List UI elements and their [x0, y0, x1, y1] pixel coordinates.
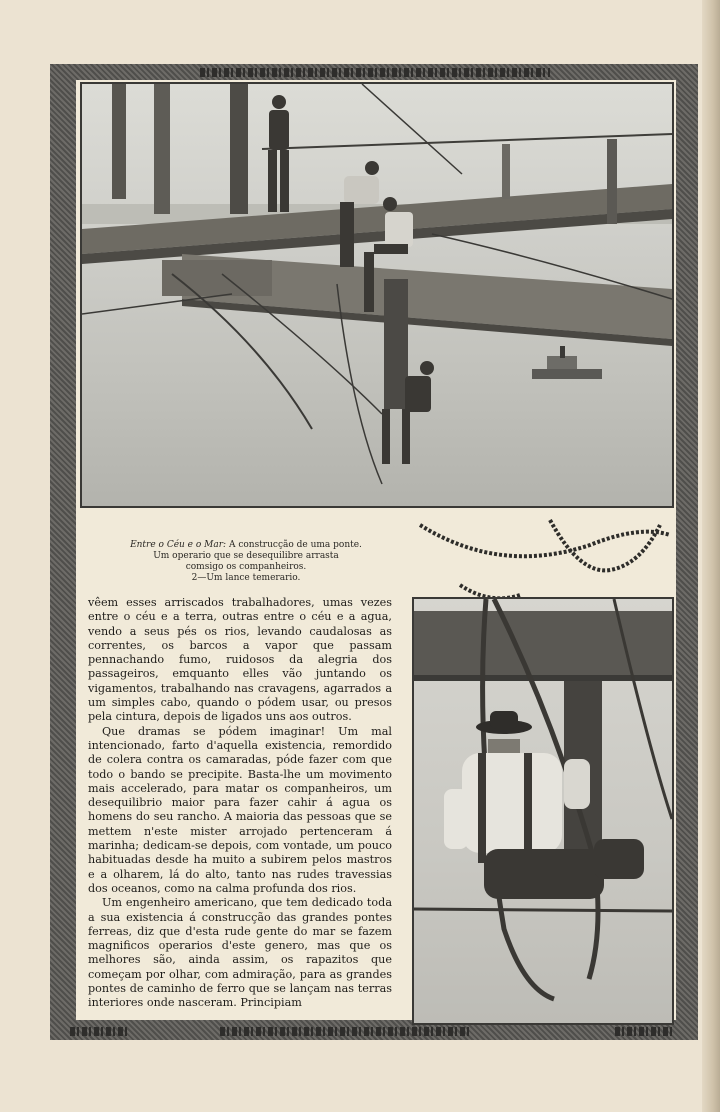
border-ornament-bottom: [220, 1027, 470, 1036]
photo-caption: [96, 540, 396, 584]
article-body: [88, 596, 392, 1011]
page-edge: [702, 0, 720, 1112]
border-ornament-bottom-left: [70, 1027, 130, 1036]
worker-figure: [444, 711, 644, 899]
caption-line-3: comsigo os companheiros.: [185, 562, 307, 572]
article-paragraph-1: vêem esses arriscados trabalhadores, umas vezes entre o céu e a terra, outras entre o céu e a agua, vendo a seus pés os rios, levando caudalosas as correntes, os barcos a vapor que passam pennachando fumo, ruidosos da alegria dos passageiros, emquanto elles vão juntando os vigamentos, trabalhando nas cravagens, agarrados a um simples cabo, quando o pódem usar, ou presos pela cintura, depois de ligados uns aos outros.: [88, 596, 392, 724]
caption-line-1: A construcção de uma ponte.: [228, 540, 362, 550]
photo-worker-on-rope: [412, 597, 674, 1025]
rope-overlay: [400, 515, 680, 605]
caption-title: Entre o Céu e o Mar:: [130, 540, 227, 550]
article-paragraph-3: Um engenheiro americano, que tem dedicado toda a sua existencia á construcção das grandes pontes ferreas, diz que d'esta rude gente do mar se fazem magnificos operarios d'este genero, mas que os melhores são, ainda assim, os rapazitos que começam por olhar, com admiração, para as grandes pontes de caminho de ferro que se lançam nas terras interiores onde nasceram. Principiam: [88, 896, 392, 1010]
border-ornament-bottom-right: [615, 1027, 675, 1036]
article-paragraph-2: Que dramas se pódem imaginar! Um mal intencionado, farto d'aquella existencia, remordido de colera contra os camaradas, póde fazer com que todo o bando se precipite. Basta-lhe um movimento mais accelerado, para matar os companheiros, um desequilibrio maior para fazer cahir á agua os homens do seu rancho. A maioria das pessoas que se mettem n'este mister arrojado pertenceram á marinha; dedicam-se depois, com vontade, um pouco habituadas desde ha muito a subirem pelos mastros e a olharem, lá do alto, tanto nas rudes travessias dos oceanos, como na calma profunda dos rios.: [88, 724, 392, 895]
caption-line-2: Um operario que se desequilibre arrasta: [153, 551, 339, 561]
border-ornament-top: [200, 68, 550, 77]
photo-bridge-construction: [80, 82, 674, 508]
caption-line-4: 2—Um lance temerario.: [191, 573, 301, 583]
steamboat-image: [532, 346, 602, 379]
